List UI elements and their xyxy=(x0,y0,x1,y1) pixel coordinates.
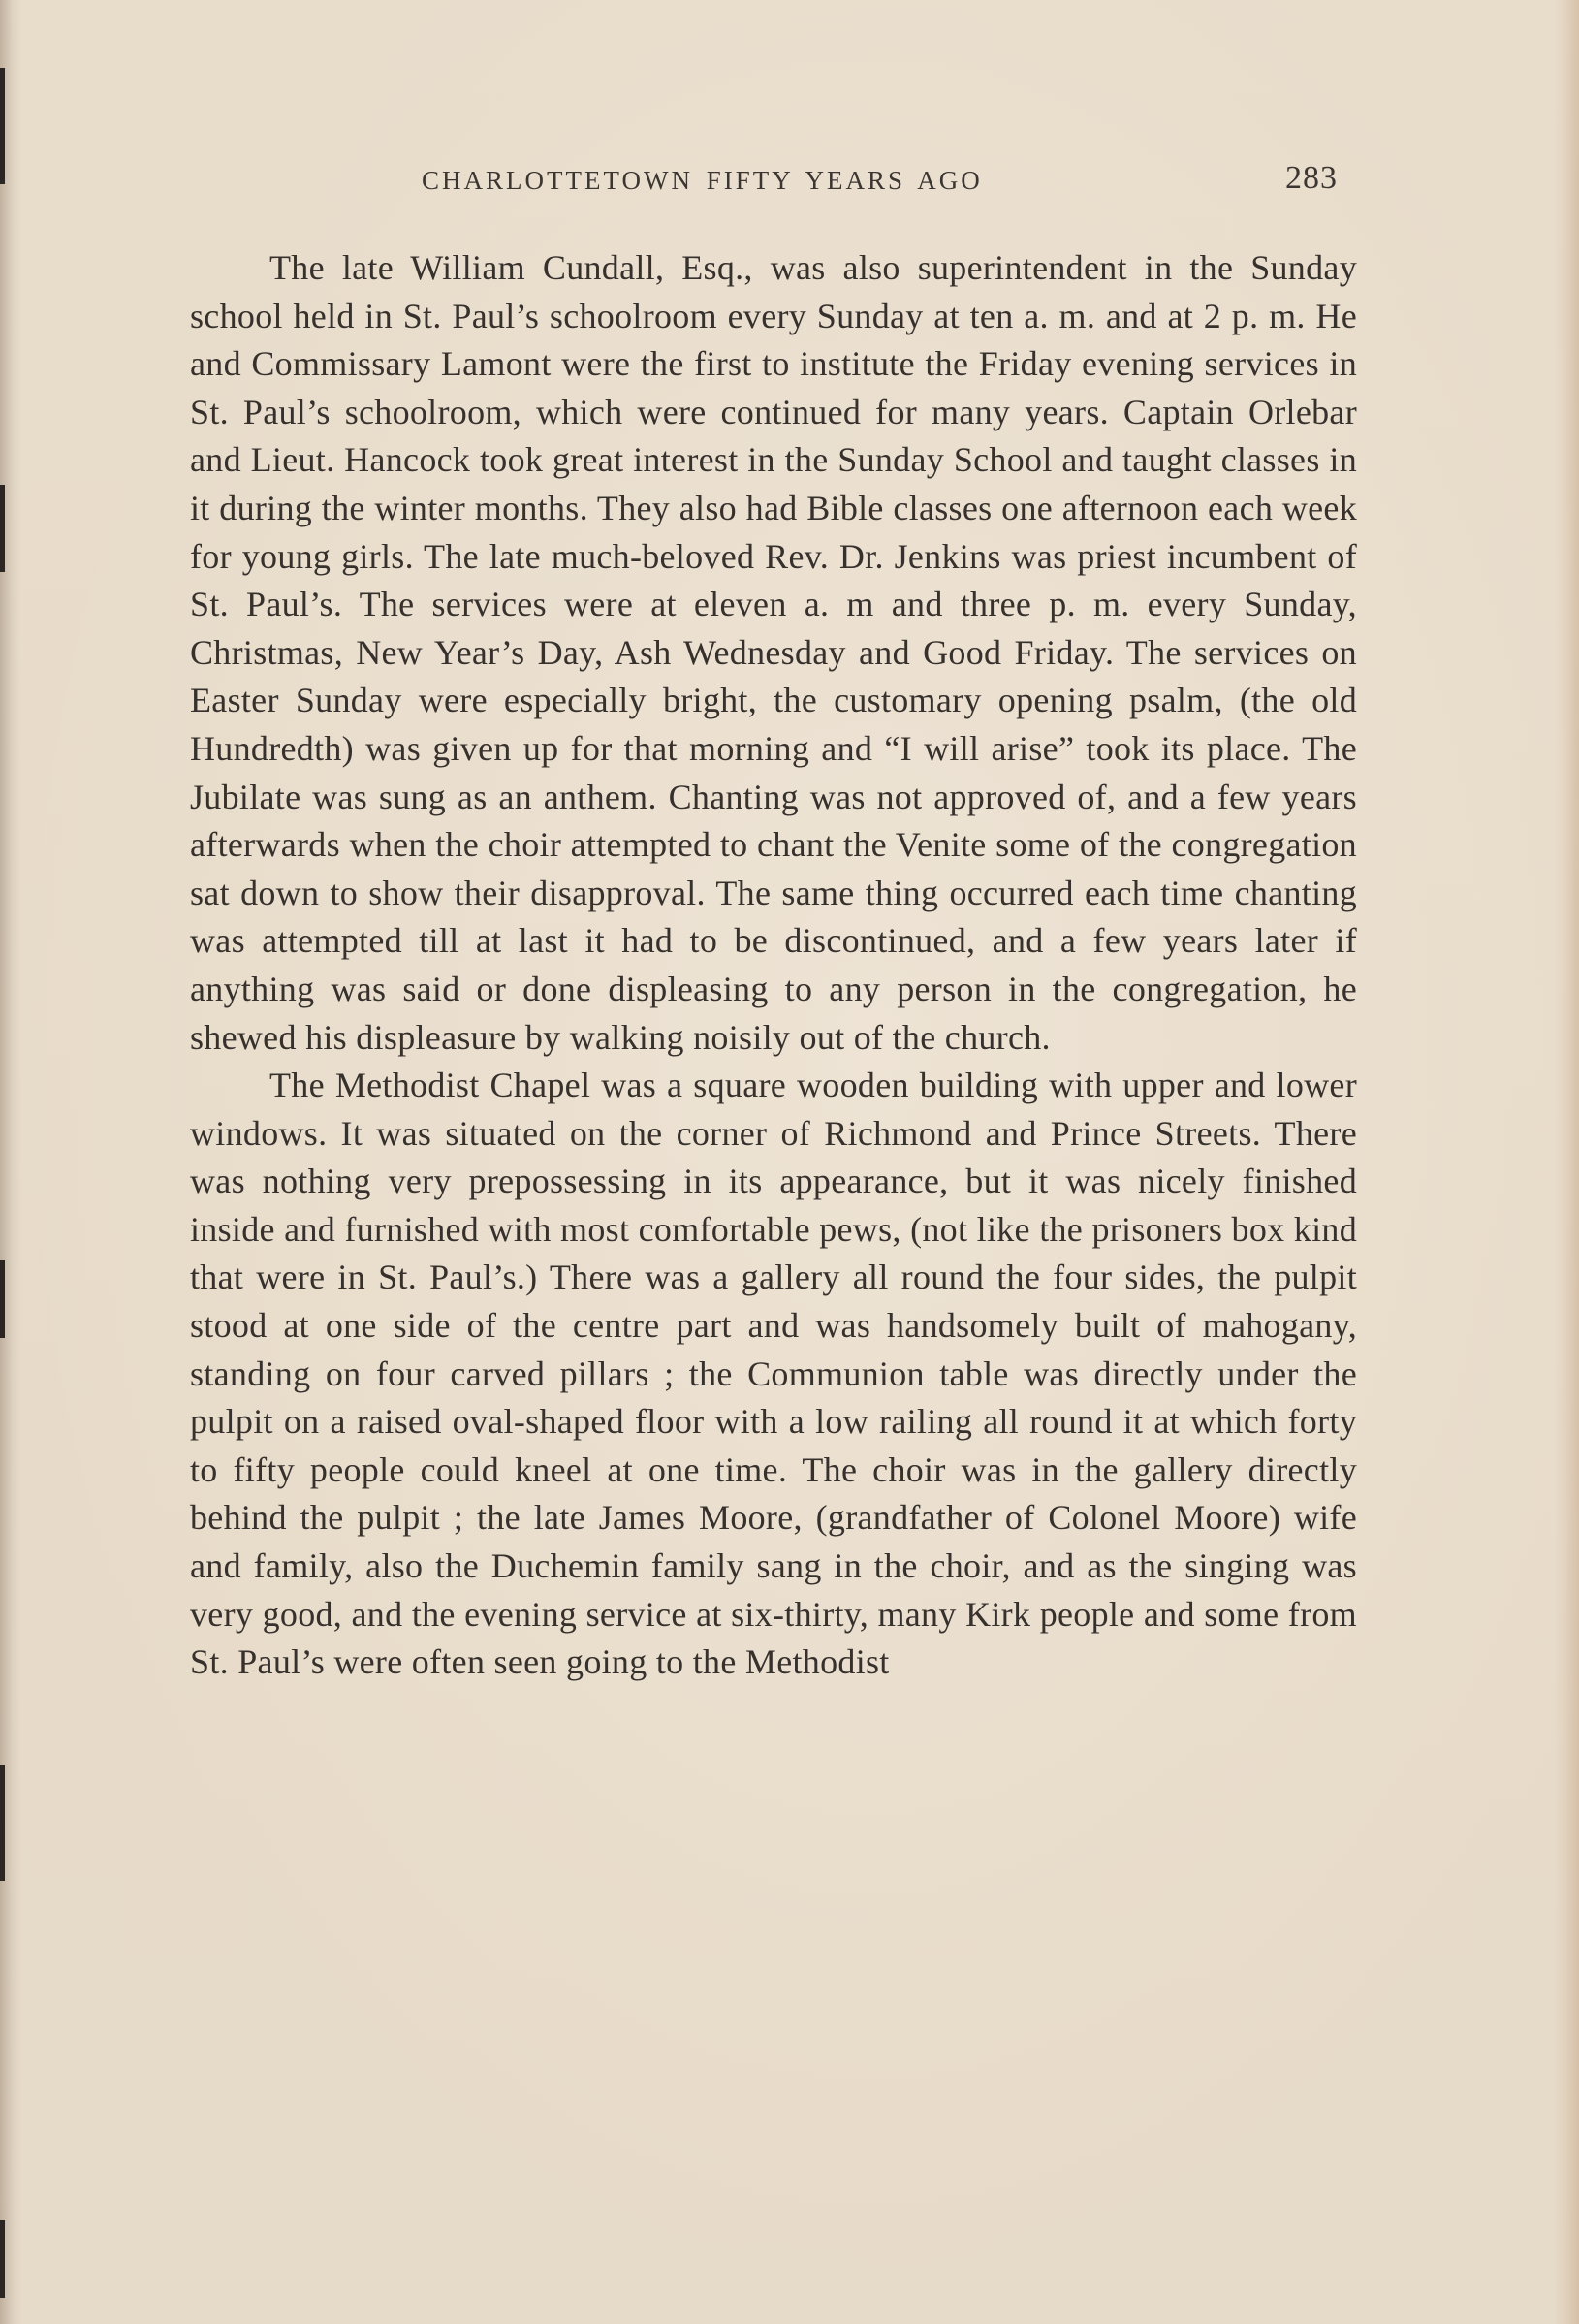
page-number: 283 xyxy=(1285,160,1338,196)
binding-mark xyxy=(0,1765,5,1881)
paragraph: The Methodist Chapel was a square wooden building with upper and lower windows. It was situated on the corner of Richmond and Prince Streets. There was nothing very prepossessing in its appearance, but it was nicely finished inside and furnished with most comfortable pews, (not like the prisoners box kind that were in St. Paul’s.) There was a gallery all round the four sides, the pulpit stood at one side of the centre part and was handsomely built of mahogany, standing on four carved pillars ; the Communion table was directly under the pulpit on a raised oval-shaped floor with a low railing all round it at which forty to fifty people could kneel at one time. The choir was in the gallery directly behind the pulpit ; the late James Moore, (grandfather of Colonel Moore) wife and family, also the Duchemin family sang in the choir, and as the singing was very good, and the evening service at six-thirty, many Kirk people and some from St. Paul’s were often seen going to the Methodist xyxy=(190,1066,1357,1682)
page-left-edge-shadow xyxy=(0,0,21,2324)
binding-mark xyxy=(0,1260,5,1338)
binding-mark xyxy=(0,68,5,184)
binding-mark xyxy=(0,485,5,572)
paragraph: The late William Cundall, Esq., was also superintendent in the Sunday school held in St. Paul’s schoolroom every Sunday at ten a. m. and at 2 p. m. He and Commissary Lamont were the first to institute the Friday evening services in St. Paul’s schoolroom, which were continued for many years. Captain Orlebar and Lieut. Hancock took great interest in the Sunday School and taught classes in it during the winter months. They also had Bible classes one afternoon each week for young girls. The late much-beloved Rev. Dr. Jenkins was priest incumbent of St. Paul’s. The services were at eleven a. m and three p. m. every Sunday, Christmas, New Year’s Day, Ash Wednesday and Good Friday. The services on Easter Sunday were especially bright, the customary opening psalm, (the old Hundredth) was given up for that morning and “I will arise” took its place. The Jubilate was sung as an anthem. Chanting was not approved of, and a few years afterwards when the choir attempted to chant the Venite some of the congregation sat down to show their disapproval. The same thing occurred each time chanting was attempted till at last it had to be discontinued, and a few years later if anything was said or done displeasing to any person in the congregation, he shewed his displeasure by walking noisily out of the church. xyxy=(190,248,1357,1057)
page-header xyxy=(194,160,1338,207)
running-title: CHARLOTTETOWN FIFTY YEARS AGO xyxy=(422,166,983,195)
page-right-edge-shadow xyxy=(1554,0,1579,2324)
binding-mark xyxy=(0,2220,5,2298)
body-text xyxy=(190,244,1357,1687)
